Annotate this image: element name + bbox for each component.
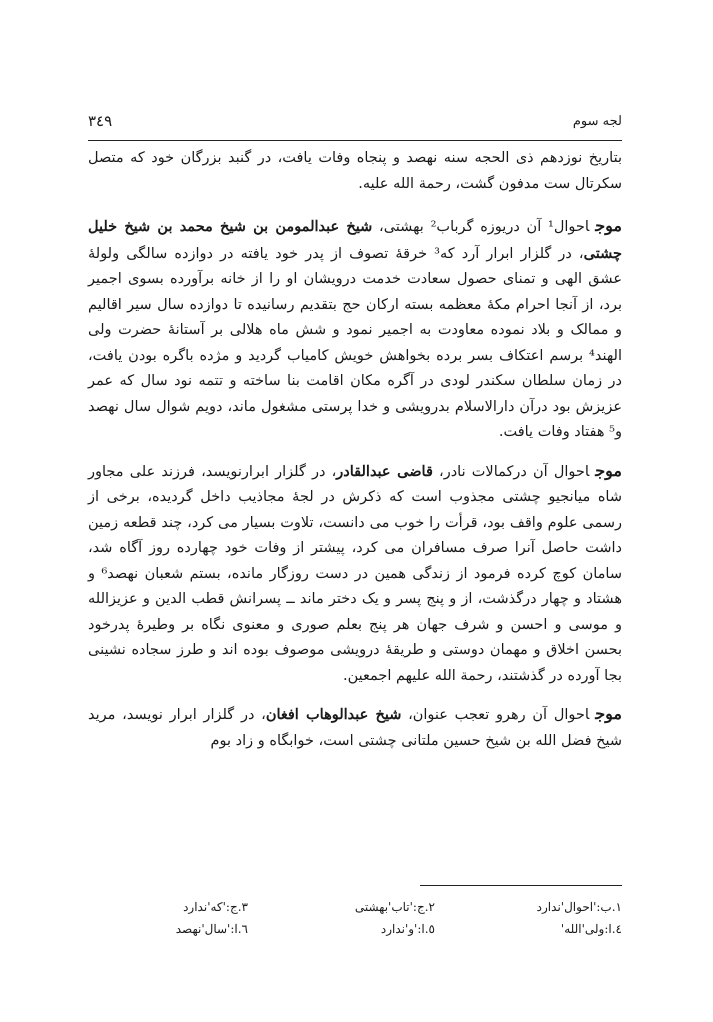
paragraph-abdul-qadir <box>88 458 622 690</box>
page-number: ٣٤٩ <box>88 112 113 130</box>
person-name: شیخ عبدالوهاب افغان <box>265 706 402 723</box>
person-name: قاضی عبدالقادر <box>336 462 433 480</box>
header-divider <box>88 140 622 141</box>
footnote-5: ٥.ا:'و'ندارد <box>380 922 435 936</box>
paragraph-text-b: ، در گلزار ابرارنویسد، فرزند علی مجاور شاه میانجیو چشتی مجذوب است که ذکرش در لجهٔ مجاذیب داخل گردیده، برخی از رسمی علوم واقف بود، قرأت را خوب می دانست، تلاوت بسیار می کرد، چند قطعه زمین داشت حاصل آنرا صرف مسافران می کرد، پیشتر از وفات خود چهارده روز آگاه شد، سامان کوچ کرده فرمود از زندگی همین در دست روزگار مانده، بستم شعبان نهصد⁶ و هشتاد و چهار درگذشت، از و پنج پسر و یک دختر ماند ــ پسرانش قطب الدین و عزیزالله و موسی و احسن و شرف جهان هر پنج بعلم صوری و معنوی نگاه بر وطیرهٔ پدرخود بحسن اخلاق و مهمان دوستی و طریقهٔ درویشی موصوف بوده اند و طرز سجاده نشینی بجا آورده در گذشتند، رحمة الله علیهم اجمعین. <box>88 463 622 684</box>
paragraph-abdul-wahhab <box>88 701 622 754</box>
paragraph-text-a: احوال¹ آن دریوزه گرباب² بهشتی، <box>372 219 590 235</box>
footnote-row <box>88 918 622 940</box>
footnote-1: ١.ب:'احوال'ندارد <box>536 900 622 914</box>
footnote-3: ٣.ج:'که'ندارد <box>183 900 248 914</box>
page-header <box>88 112 622 136</box>
footnote-divider <box>420 885 622 886</box>
paragraph-text-a: احوال آن رهرو تعجب عنوان، <box>401 707 590 723</box>
footnotes <box>88 896 622 940</box>
paragraph-intro: بتاریخ نوزدهم ذی الحجه سنه نهصد و پنجاه وفات یافت، در گنبد بزرگان خود که متصل سکرتال ست مدفون گشت، رحمة الله علیه. <box>88 150 622 192</box>
section-lead: موج <box>595 216 622 235</box>
person-name: شیخ عبدالمومن بن شیخ محمد بن شیخ خلیل چشتی <box>88 218 622 262</box>
running-title: لجه سوم <box>572 114 622 129</box>
paragraph-text-a: احوال آن درکمالات نادر، <box>432 463 590 480</box>
section-lead: موج <box>595 704 622 723</box>
footnote-6: ٦.ا:'سال'نهصد <box>175 922 248 936</box>
footnote-4: ٤.ا:ولی'الله' <box>560 922 622 936</box>
footnote-row <box>88 896 622 918</box>
footnote-2: ٢.ج:'تاب'بهشتی <box>354 900 435 914</box>
section-lead: موج <box>595 460 622 480</box>
paragraph-text-b: ، در گلزار ابرار نویسد، مرید شیخ فضل الله بن شیخ حسین ملتانی چشتی است، خوابگاه و زاد بوم <box>88 707 622 749</box>
paragraph-text-b: ، در گلزار ابرار آرد که³ خرقهٔ تصوف از پدر خود یافته در دوازده سالگی ولولهٔ عشق الهی و تمنای حصول سعادت خدمت درویشان او را از خانه برآورده بسوی اجمیر برد، از آنجا احرام مکهٔ معظمه بسته ارکان حج بتقدیم رسانیده تا دوازده سال سیر اقالیم و ممالک و بلاد نموده معاودت به اجمیر نمود و شش ماه هلالی بر آستانهٔ حضرت ولی الهند⁴ برسم اعتکاف بسر برده بخواهش خویش کامیاب گردید و مژده باگره بودن یافت، در زمان سلطان سکندر لودی در آگره مکان اقامت بنا ساخته و تتمه نود سال که عمر عزیزش بود درآن دارالاسلام بدرویشی و خدا پرستی مشغول ماند، دویم شوال سال نهصد و⁵ هفتاد وفات یافت. <box>88 245 622 440</box>
paragraph-abdul-momin <box>88 213 622 446</box>
main-text <box>88 146 622 766</box>
